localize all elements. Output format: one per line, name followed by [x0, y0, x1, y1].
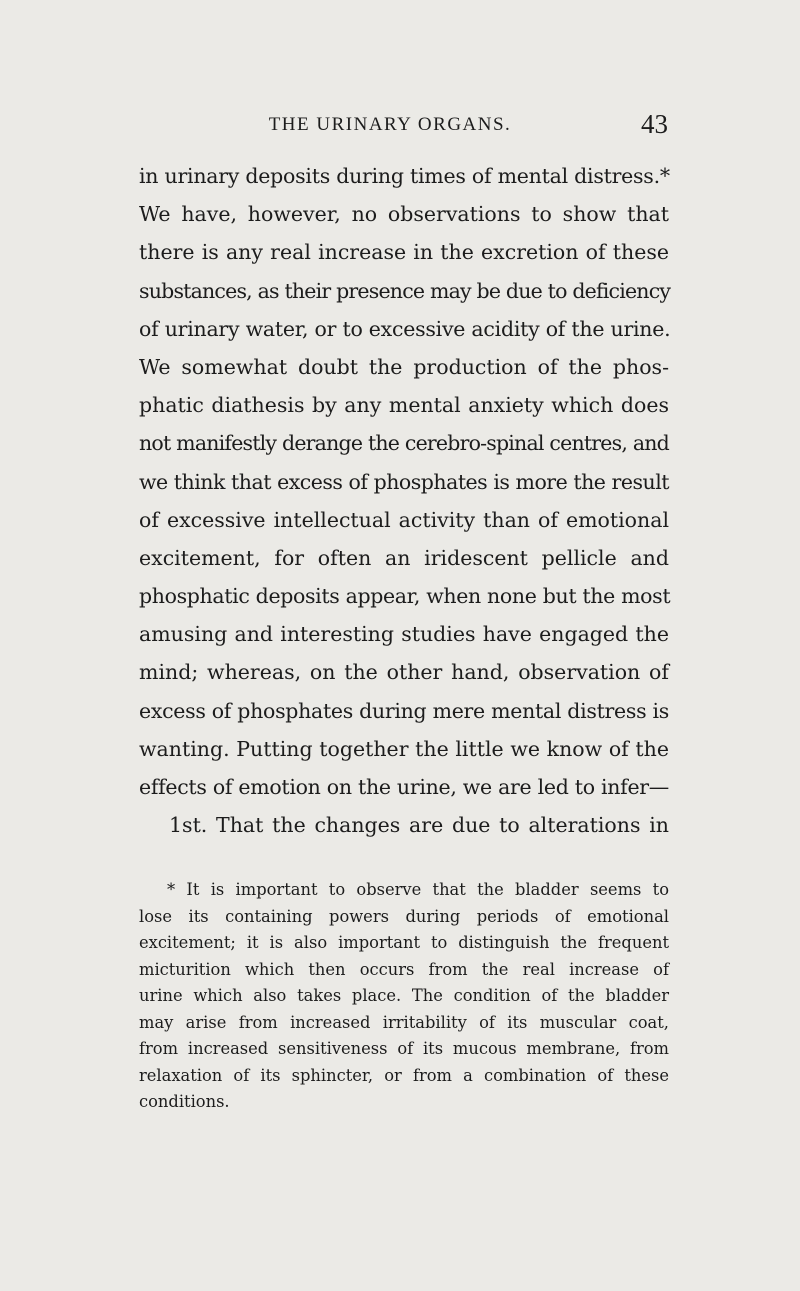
footnote-line: may arise from increased irritability of its muscular coat,	[139, 1012, 669, 1032]
body-line: excitement, for often an iridescent pellicle and	[139, 545, 669, 570]
body-line: in urinary deposits during times of mental distress.*	[139, 164, 670, 188]
body-line: phosphatic deposits appear, when none but the most	[139, 584, 671, 609]
body-line: substances, as their presence may be due to deficiency	[139, 278, 671, 303]
body-line: there is any real increase in the excretion of these	[139, 240, 669, 265]
body-line: amusing and interesting studies have engaged the	[139, 622, 669, 647]
running-head: THE URINARY ORGANS.	[268, 114, 512, 135]
body-line: we think that excess of phosphates is more the result	[139, 469, 669, 494]
footnote-line: micturition which then occurs from the real increase of	[139, 959, 669, 979]
body-line: not manifestly derange the cerebro-spinal centres, and	[139, 431, 669, 456]
footnote-line: from increased sensitiveness of its mucous membrane, from	[139, 1039, 669, 1058]
body-line: wanting. Putting together the little we know of the	[139, 736, 669, 761]
page-header	[0, 110, 800, 140]
body-line: effects of emotion on the urine, we are led to infer—	[139, 775, 669, 799]
body-line: phatic diathesis by any mental anxiety which does	[139, 393, 669, 418]
body-line: mind; whereas, on the other hand, observation of	[139, 660, 669, 685]
footnote-line: * It is important to observe that the bladder seems to	[167, 880, 669, 899]
body-line: of excessive intellectual activity than of emotional	[139, 507, 669, 532]
footnote-line: conditions.	[139, 1092, 230, 1111]
body-text	[139, 157, 669, 844]
footnote	[139, 877, 669, 1116]
footnote-line: excitement; it is also important to distinguish the frequent	[139, 933, 669, 952]
page-number: 43	[641, 109, 668, 139]
body-line: We have, however, no observations to show that	[139, 202, 669, 227]
body-line: excess of phosphates during mere mental distress is	[139, 698, 670, 723]
footnote-line: urine which also takes place. The condition of the bladder	[139, 986, 669, 1005]
footnote-line: lose its containing powers during periods of emotional	[139, 906, 669, 926]
footnote-line: relaxation of its sphincter, or from a combination of these	[139, 1065, 669, 1085]
body-line: 1st. That the changes are due to alterations in	[169, 813, 669, 838]
body-line: of urinary water, or to excessive acidity of the urine.	[139, 316, 671, 341]
body-line: We somewhat doubt the production of the phos-	[139, 354, 669, 379]
